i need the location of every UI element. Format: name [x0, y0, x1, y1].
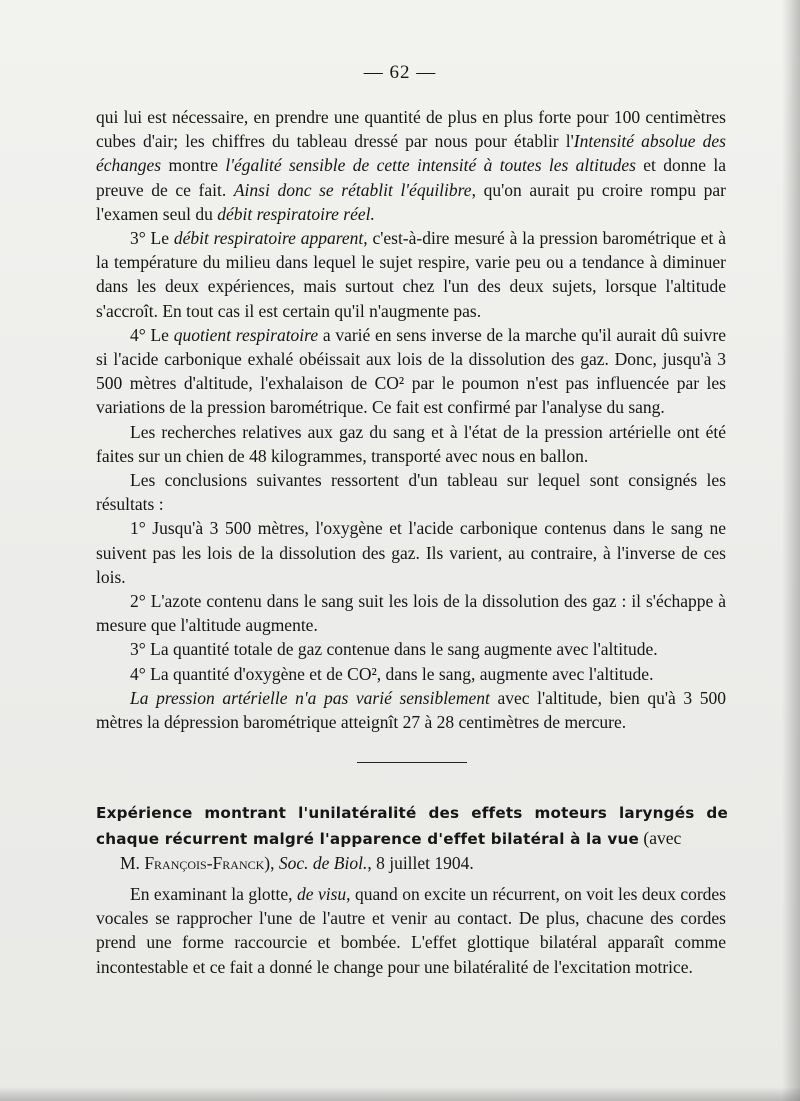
page-edge-shadow-right: [782, 0, 800, 1101]
section-title-bold: Expérience montrant l'unilatéralité des effets moteurs laryngés de chaque récurrent malgré l'apparence d'effet bilatéral à la vue: [96, 804, 728, 848]
body-text: [96, 105, 726, 734]
paragraph-blood-gas-research: Les recherches relatives aux gaz du sang et à l'état de la pression artérielle ont été faites sur un chien de 48 kilogrammes, transporté avec nous en ballon.: [96, 421, 726, 466]
publication-date: , 8 juillet 1904.: [367, 853, 474, 873]
paragraph-glottis: En examinant la glotte, de visu, quand on excite un récurrent, on voit les deux cordes vocales se rapprocher l'une de l'autre et venir au contact. De plus, chacune des cordes prend une forme raccourcie et bombée. L'effet glottique bilatéral apparaît comme incontestable et ce fait a donné le change pour une bilatéralité de l'excitation motrice.: [96, 884, 726, 977]
conclusion-item-1: 1° Jusqu'à 3 500 mètres, l'oxygène et l'acide carbonique contenus dans le sang ne suivent pas les lois de la dissolution des gaz. Ils varient, au contraire, à l'inverse de ces lois.: [96, 518, 726, 587]
conclusion-item-2: 2° L'azote contenu dans le sang suit les lois de la dissolution des gaz : il s'échappe à mesure que l'altitude augmente.: [96, 591, 726, 636]
page-number: — 62 —: [363, 62, 437, 83]
page-edge-shadow-bottom: [0, 1087, 800, 1101]
paragraph-conclusions-intro: Les conclusions suivantes ressortent d'un tableau sur lequel sont consignés les résultats :: [96, 470, 726, 515]
conclusion-item-3: 3° La quantité totale de gaz contenue dans le sang augmente avec l'altitude.: [130, 639, 658, 660]
conclusion-item-4: 4° La quantité d'oxygène et de CO², dans le sang, augmente avec l'altitude.: [130, 663, 654, 684]
section-divider: [357, 762, 467, 763]
section-body-text: [96, 882, 726, 979]
paragraph-point-3: 3° Le débit respiratoire apparent, c'est-à-dire mesuré à la pression barométrique et à la température du milieu dans lequel le sujet respire, varie peu ou a tendance à diminuer dans les deux expériences, mais surtout chez l'un des deux sujets, lorsque l'altitude s'accroît. En tout cas il est certain qu'il n'augmente pas.: [96, 228, 726, 321]
paragraph-arterial-pressure: La pression artérielle n'a pas varié sensiblement avec l'altitude, bien qu'à 3 500 mètres la dépression barométrique atteignît 27 à 28 centimètres de mercure.: [96, 687, 726, 733]
paragraph-continuation: qui lui est nécessaire, en prendre une quantité de plus en plus forte pour 100 centimètres cubes d'air; les chiffres du tableau dressé par nous pour établir l'Intensité absolue des échanges montre l'égalité sensible de cette intensité à toutes les altitudes et donne la preuve de ce fait. Ainsi donc se rétablit l'équilibre, qu'on aurait pu croire rompu par l'examen seul du débit respiratoire réel.: [96, 107, 727, 224]
section-title: Expérience montrant l'unilatéralité des effets moteurs laryngés de chaque récurrent malgré l'apparence d'effet bilatéral à la vue (avec M. François-Franck), Soc. de Biol., 8 juillet 1904.: [96, 800, 728, 876]
publication-venue: Soc. de Biol.: [278, 853, 368, 873]
section-title-reference: M. François-Franck), Soc. de Biol., 8 juillet 1904.: [120, 853, 474, 873]
coauthor-name: François-Franck: [144, 853, 265, 873]
paragraph-point-4: 4° Le quotient respiratoire a varié en sens inverse de la marche qu'il aurait dû suivre si l'acide carbonique exhalé obéissait aux lois de la dissolution des gaz. Donc, jusqu'à 3 500 mètres d'altitude, l'exhalaison de CO² par le poumon n'est pas influencée par les variations de la pression barométrique. Ce fait est confirmé par l'analyse du sang.: [96, 324, 726, 418]
